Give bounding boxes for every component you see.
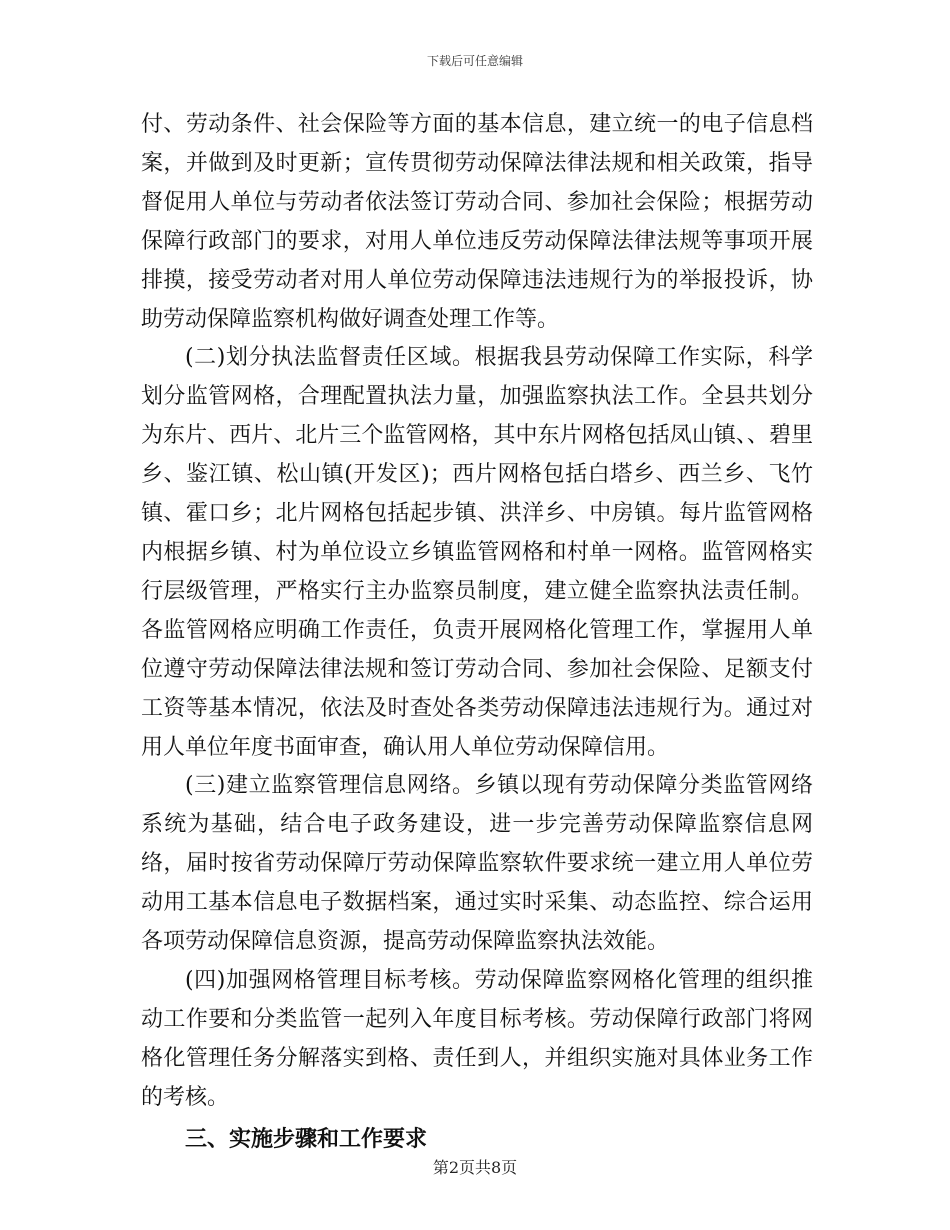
paragraph-4-target-assessment: (四)加强网格管理目标考核。劳动保障监察网格化管理的组织推动工作要和分类监管一起列入年度目标考核。劳动保障行政部门将网格化管理任务分解落实到格、责任到人，并组织实施对具体业务工作的考核。 <box>141 967 813 1110</box>
paragraph-3-info-network: (三)建立监察管理信息网络。乡镇以现有劳动保障分类监管网络系统为基础，结合电子政务建设，进一步完善劳动保障监察信息网络，届时按省劳动保障厅劳动保障监察软件要求统一建立用人单位劳动用工基本信息电子数据档案，通过实时采集、动态监控、综合运用各项劳动保障信息资源，提高劳动保障监察执法效能。 <box>141 773 813 955</box>
paragraph-2-enforcement-zones: (二)划分执法监督责任区域。根据我县劳动保障工作实际，科学划分监管网格，合理配置执法力量，加强监察执法工作。全县共划分为东片、西片、北片三个监管网格，其中东片网格包括凤山镇、、碧里乡、鉴江镇、松山镇(开发区)；西片网格包括白塔乡、西兰乡、飞竹镇、霍口乡；北片网格包括起步镇、洪洋乡、中房镇。每片监管网格内根据乡镇、村为单位设立乡镇监管网格和村单一网格。监管网格实行层级管理，严格实行主办监察员制度，建立健全监察执法责任制。各监管网格应明确工作责任，负责开展网格化管理工作，掌握用人单位遵守劳动保障法律法规和签订劳动合同、参加社会保险、足额支付工资等基本情况，依法及时查处各类劳动保障违法违规行为。通过对用人单位年度书面审查，确认用人单位劳动保障信用。 <box>141 345 813 760</box>
page-number: 第2页共8页 <box>432 1158 518 1177</box>
header-note: 下载后可任意编辑 <box>426 54 523 68</box>
document-body <box>141 106 813 1160</box>
section-heading: 三、实施步骤和工作要求 <box>185 1126 428 1152</box>
paragraph-continued: 付、劳动条件、社会保险等方面的基本信息，建立统一的电子信息档案，并做到及时更新；宣传贯彻劳动保障法律法规和相关政策，指导督促用人单位与劳动者依法签订劳动合同、参加社会保险；根据劳动保障行政部门的要求，对用人单位违反劳动保障法律法规等事项开展排摸，接受劳动者对用人单位劳动保障违法违规行为的举报投诉，协助劳动保障监察机构做好调查处理工作等。 <box>141 112 813 332</box>
